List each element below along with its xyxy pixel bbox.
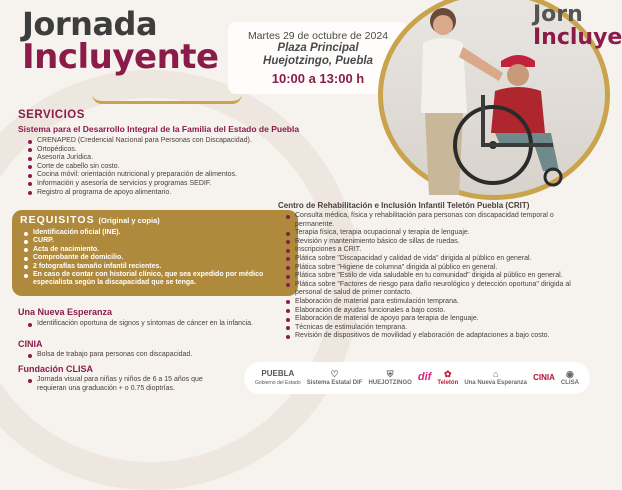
servicios-item: Corte de cabello sin costo.	[26, 163, 286, 172]
man-shirt	[491, 87, 545, 133]
requisitos-note: (Original y copia)	[98, 216, 160, 225]
logo-clisa	[561, 370, 579, 386]
servicios-list	[26, 137, 286, 197]
photo-illustration	[383, 0, 615, 205]
event-photo	[378, 0, 622, 200]
page-title	[22, 5, 242, 77]
logo-puebla	[255, 370, 301, 387]
crit-item: Revisión y mantenimiento básico de sillas de ruedas.	[284, 238, 590, 247]
teleton-icon: ✿	[444, 369, 452, 380]
title-line-1: Jornada	[22, 5, 158, 43]
shield-icon: ⛨	[386, 369, 394, 380]
cinia-list	[26, 351, 266, 360]
requisitos-box	[12, 210, 298, 296]
crit-item: Plática sobre "Discapacidad y calidad de vida" dirigida al público en general.	[284, 255, 590, 264]
logo-sedif	[307, 370, 363, 386]
crit-item: Plática sobre "Estilo de vida saludable en tu comunidad" dirigida al público en general.	[284, 272, 590, 281]
logo-clisa-text: CLISA	[560, 379, 579, 386]
crit-item: Elaboración de material de apoyo para terapia de lenguaje.	[284, 315, 590, 324]
photo-banner-line-1: Jorn	[533, 2, 583, 27]
photo-banner-line-2: Incluye	[533, 25, 622, 51]
logo-puebla-sub: Gobierno del Estado	[255, 380, 301, 386]
requisitos-list	[22, 229, 294, 288]
servicios-item: CRENAPED (Credencial Nacional para Personas con Discapacidad).	[26, 137, 286, 146]
crit-item: Técnicas de estimulación temprana.	[284, 324, 590, 333]
esperanza-heading: Una Nueva Esperanza	[18, 307, 113, 317]
requisitos-heading	[20, 214, 160, 226]
requisitos-item: CURP.	[22, 237, 294, 245]
clisa-heading: Fundación CLISA	[18, 364, 93, 374]
logo-esperanza	[464, 370, 527, 386]
logo-puebla-text: PUEBLA	[261, 368, 295, 378]
crit-item: Consulta médica, física y rehabilitación para personas con discapacidad temporal o permanente.	[284, 212, 590, 229]
title-line-2: Incluyente	[22, 37, 219, 77]
logo-huejotzingo-text: HUEJOTZINGO	[368, 379, 412, 386]
logo-teleton	[437, 370, 458, 386]
crit-item: Plática sobre "Factores de riesgo para daño neurológico y detección oportuna" dirigida al personal de salud de primer contacto.	[284, 281, 590, 298]
servicios-item: Asesoría Jurídica.	[26, 154, 286, 163]
house-icon: ⌂	[492, 369, 499, 380]
servicios-item: Registro al programa de apoyo alimentario.	[26, 189, 286, 198]
crit-item: Elaboración de ayudas funcionales a bajo costo.	[284, 307, 590, 316]
event-date: Martes 29 de octubre de 2024	[247, 30, 389, 42]
event-time: 10:00 a 13:00 h	[271, 71, 365, 87]
crit-item: Elaboración de material para estimulación temprana.	[284, 298, 590, 307]
clisa-list	[26, 376, 226, 393]
logo-dif: dif	[417, 371, 432, 384]
woman-shirt	[421, 38, 467, 113]
requisitos-item: 2 fotografías tamaño infantil recientes.	[22, 263, 294, 271]
servicios-item: Ortopédicos.	[26, 146, 286, 155]
logo-sedif-text: Sistema Estatal DIF	[306, 379, 363, 386]
cinia-item: Bolsa de trabajo para personas con discapacidad.	[26, 351, 266, 360]
crit-item: Inscripciones a CRIT.	[284, 246, 590, 255]
requisitos-item: Identificación oficial (INE).	[22, 229, 294, 237]
servicios-heading: SERVICIOS	[18, 109, 85, 121]
logo-cinia: CINIA	[533, 372, 555, 382]
servicios-item: Información y asesoría de servicios y programas SEDIF.	[26, 180, 286, 189]
crit-item: Plática sobre "Higiene de columna" dirigida al público en general.	[284, 264, 590, 273]
wheelchair-front-wheel	[545, 169, 561, 185]
esperanza-list	[26, 320, 266, 329]
heart-icon: ♡	[330, 369, 339, 380]
partner-logos-bar	[244, 362, 590, 394]
logo-esperanza-text: Una Nueva Esperanza	[464, 379, 528, 386]
clisa-item: Jornada visual para niñas y niños de 6 a 15 años que requieran una graduación + o 0.75 dioptrías.	[26, 376, 226, 393]
crit-list	[284, 212, 590, 341]
event-place-line-1: Plaza Principal	[277, 42, 359, 54]
woman-face	[433, 15, 453, 35]
crit-item: Terapia física, terapia ocupacional y terapia de lenguaje.	[284, 229, 590, 238]
event-place-line-2: Huejotzingo, Puebla	[263, 55, 373, 68]
crit-heading: Centro de Rehabilitación e Inclusión Infantil Teletón Puebla (CRIT)	[278, 201, 530, 210]
logo-huejotzingo	[368, 370, 411, 386]
requisitos-item: Comprobante de domicilio.	[22, 254, 294, 262]
eye-icon: ◉	[565, 369, 574, 380]
woman-arm	[459, 47, 503, 81]
requisitos-item: Acta de nacimiento.	[22, 246, 294, 254]
man-face	[507, 64, 529, 86]
crit-item: Revisión de dispositivos de movilidad y elaboración de adaptaciones a bajo costo.	[284, 332, 590, 341]
logo-teleton-text: Teletón	[437, 379, 459, 386]
servicios-item: Cocina móvil: orientación nutricional y preparación de alimentos.	[26, 171, 286, 180]
cinia-heading: CINIA	[18, 339, 43, 349]
requisitos-heading-text: REQUISITOS	[20, 214, 95, 226]
servicios-subheading: Sistema para el Desarrollo Integral de la Familia del Estado de Puebla	[18, 124, 300, 134]
title-underline	[92, 94, 242, 104]
esperanza-item: Identificación oportuna de signos y síntomas de cáncer en la infancia.	[26, 320, 266, 329]
requisitos-item: En caso de contar con historial clínico, que sea expedido por médico especialista según la discapacidad que se tenga.	[22, 271, 294, 288]
